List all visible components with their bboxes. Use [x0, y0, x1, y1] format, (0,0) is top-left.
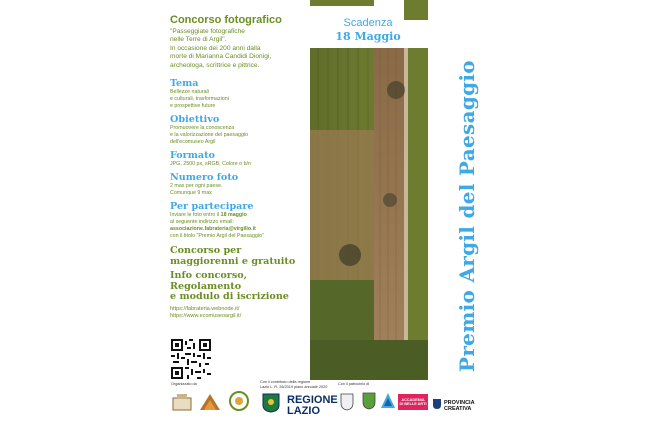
contributo-label: Con il contributo della regione Lazio L. R. 26/2019 piano annuale 2020 [260, 380, 328, 389]
section-obiettivo [170, 114, 308, 146]
section-heading: Tema [170, 78, 199, 90]
ecomusei-logo [228, 390, 250, 412]
lazio-crest-icon [262, 393, 280, 413]
accademia-logo: ACCADEMIA DI BELLE ARTI [398, 394, 428, 410]
municipal-crest-icon-2 [362, 392, 376, 410]
regione-lazio-logo: REGIONE LAZIO [287, 394, 338, 417]
info-links[interactable]: https://fabrateria.webnode.it/ https://www.ecomuseoargil.it/ [170, 305, 242, 319]
provincia-crest-icon [432, 398, 442, 410]
section-numero-foto [170, 172, 308, 197]
section-body: JPG, 2500 px, sRGB, Colore o b/n [170, 161, 251, 168]
section-heading: Numero foto [170, 172, 239, 184]
organizer-logo-1 [171, 392, 193, 412]
section-body: Bellezze naturali e culturali, trasformazioni e prospettive future [170, 89, 229, 110]
vertical-title: Premio Argil del Paesaggio [455, 60, 479, 372]
section-heading: Formato [170, 150, 215, 162]
deadline-label: Scadenza [343, 17, 393, 29]
section-formato [170, 150, 308, 168]
section-partecipare [170, 201, 308, 240]
email-link[interactable]: associazione.fabrateria@virgilio.it [170, 226, 256, 233]
aerial-photo [310, 0, 428, 380]
triangle-logo-icon [380, 392, 396, 410]
organizzato-label: Organizzato da [171, 382, 197, 386]
section-tema [170, 78, 308, 110]
provincia-creativa-logo: PROVINCIA CREATIVA [444, 400, 475, 413]
section-body: al seguente indirizzo email: [170, 219, 234, 226]
section-body: 2 max per ogni paese. Comunque 9 max [170, 183, 223, 197]
section-body: Promuovere la conoscenza e la valorizzazione del paesaggio dell'ecomuseo Argil [170, 125, 249, 146]
municipal-crest-icon-1 [340, 393, 354, 411]
section-body: Inviare le foto entro il 18 maggio [170, 212, 247, 219]
section-body: con il titolo "Premio Argil del Paesaggio" [170, 233, 264, 240]
contest-intro: "Passeggiate fotografiche nelle Terre di Argil". In occasione dei 200 anni dalla morte di Marianna Candidi Dionigi, archeologa, scrittrice e pittrice. [170, 28, 272, 69]
section-heading: Obiettivo [170, 114, 220, 126]
info-heading: Info concorso, Regolamento e modulo di iscrizione [170, 270, 289, 303]
deadline-box [312, 17, 424, 43]
patrocinio-label: Con il patrocinio di [338, 382, 370, 386]
section-heading: Per partecipare [170, 201, 254, 213]
free-contest-heading: Concorso per maggiorenni e gratuito [170, 245, 296, 267]
organizer-logo-2 [198, 390, 222, 412]
contest-title: Concorso fotografico [170, 14, 282, 26]
text-column [170, 14, 308, 320]
qr-code[interactable] [171, 339, 211, 379]
deadline-date: 18 Maggio [335, 30, 401, 43]
